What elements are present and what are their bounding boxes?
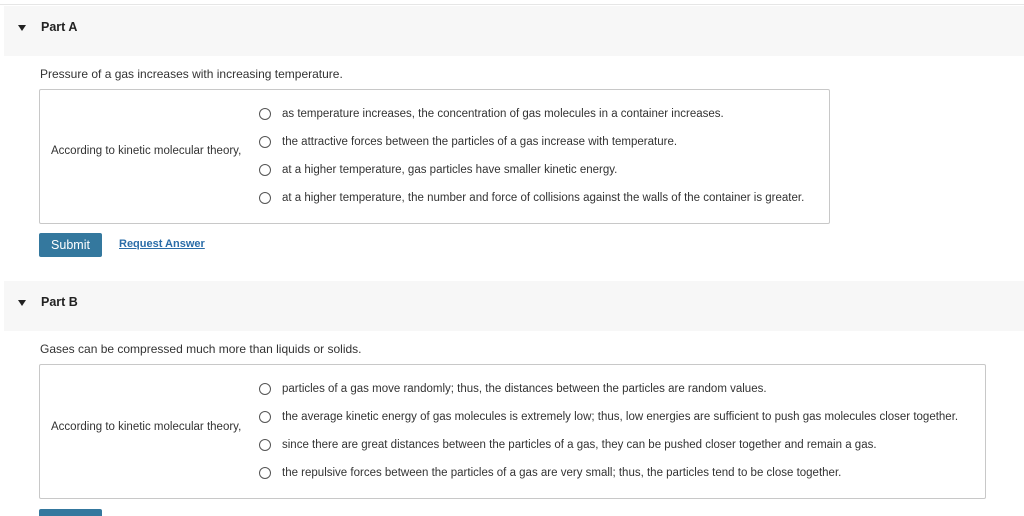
part-b-submit-button[interactable] bbox=[39, 509, 102, 516]
collapse-caret-icon[interactable] bbox=[18, 300, 26, 306]
radio-button[interactable] bbox=[259, 108, 271, 120]
part-b-header[interactable] bbox=[4, 281, 1024, 331]
part-a-request-answer-link[interactable]: Request Answer bbox=[119, 238, 205, 250]
radio-button[interactable] bbox=[259, 411, 271, 423]
part-a-option-3[interactable] bbox=[259, 162, 617, 178]
part-a-question: Pressure of a gas increases with increasing temperature. bbox=[40, 67, 343, 81]
part-b-option-4[interactable] bbox=[259, 465, 841, 481]
part-b-question: Gases can be compressed much more than liquids or solids. bbox=[40, 342, 362, 356]
collapse-caret-icon[interactable] bbox=[18, 25, 26, 31]
option-label: since there are great distances between the particles of a gas, they can be pushed closer together and remain a gas. bbox=[282, 439, 877, 451]
radio-button[interactable] bbox=[259, 467, 271, 479]
part-a-submit-button[interactable]: Submit bbox=[39, 233, 102, 257]
option-label: at a higher temperature, gas particles have smaller kinetic energy. bbox=[282, 164, 618, 176]
part-a-option-4[interactable] bbox=[259, 190, 804, 206]
option-label: at a higher temperature, the number and force of collisions against the walls of the container is greater. bbox=[282, 192, 805, 204]
part-a-option-2[interactable] bbox=[259, 134, 677, 150]
radio-button[interactable] bbox=[259, 164, 271, 176]
radio-button[interactable] bbox=[259, 439, 271, 451]
part-b-option-2[interactable] bbox=[259, 409, 958, 425]
part-a-stem: According to kinetic molecular theory, bbox=[51, 145, 242, 157]
part-a-option-1[interactable] bbox=[259, 106, 724, 122]
radio-button[interactable] bbox=[259, 383, 271, 395]
option-label: the average kinetic energy of gas molecules is extremely low; thus, low energies are sufficient to push gas molecules closer together. bbox=[282, 411, 959, 423]
part-b-title: Part B bbox=[41, 295, 78, 309]
part-b-answer-box bbox=[39, 364, 986, 499]
top-divider bbox=[0, 4, 1024, 5]
part-a-title: Part A bbox=[41, 20, 78, 34]
option-label: particles of a gas move randomly; thus, the distances between the particles are random values. bbox=[282, 383, 767, 395]
part-b-option-3[interactable] bbox=[259, 437, 877, 453]
option-label: as temperature increases, the concentration of gas molecules in a container increases. bbox=[282, 108, 724, 120]
option-label: the attractive forces between the particles of a gas increase with temperature. bbox=[282, 136, 678, 148]
part-a-header[interactable] bbox=[4, 6, 1024, 56]
radio-button[interactable] bbox=[259, 136, 271, 148]
part-b-stem: According to kinetic molecular theory, bbox=[51, 421, 242, 433]
option-label: the repulsive forces between the particles of a gas are very small; thus, the particles tend to be close together. bbox=[282, 467, 842, 479]
radio-button[interactable] bbox=[259, 192, 271, 204]
part-a-answer-box bbox=[39, 89, 830, 224]
part-b-option-1[interactable] bbox=[259, 381, 767, 397]
